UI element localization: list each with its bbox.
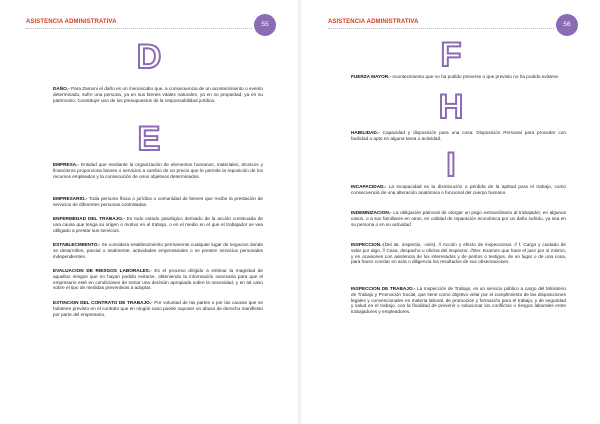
entry-definition: Se considera establecimiento permanente cualquier lugar de negocios donde se desarrollen, parcial o totalmente, actividades empresariales o se presten servicios personales independientes. (53, 242, 263, 259)
glossary-entry (53, 300, 263, 317)
entry-term: HABILIDAD.- (351, 130, 380, 135)
entry-definition: La Inspección de Trabajo, es un servicio público a cargo del Ministerio de Trabajo y Promoción Social, que tiene como objetivo velar por el cumplimiento de las disposiciones legales y convencionales en materia laboral, de promoción y formación para el trabajo, y de seguridad y salud en el trabajo, con la finalidad de prevenir o solucionar los conflictos o riesgos laborales entre trabajadores y empleadores. (351, 286, 566, 315)
glossary-entry (53, 242, 263, 259)
glossary-entry (351, 130, 566, 142)
section-letter-h: H (438, 88, 464, 126)
entry-term: INDEMNIZACION.- (351, 210, 392, 215)
entry-term: INSPECCION.- (351, 242, 384, 247)
entry-term: EMPRESARIO.- (53, 196, 88, 201)
entry-definition: Capacidad y disposición para una cosa. Disposición Personal para proceder con facilidad o apto en alguna tarea o actividad. (351, 130, 566, 141)
entry-definition: Es el proceso dirigido a estimar la magnitud de aquellos riesgos que no hayan podido evitarse, obteniendo la información necesaria para que el empresario esté en condiciones de tomar una decisión apropiada sobre la necesidad, y en tal caso sobre el tipo de medidas preventivas a adoptar. (53, 268, 264, 291)
entry-definition: Acontecimiento que no ha podido preverse o que previsto no ha podido evitarse. (391, 74, 560, 79)
entry-term: FUERZA MAYOR.- (351, 74, 392, 79)
glossary-entry (351, 184, 566, 196)
glossary-entry (351, 74, 566, 80)
entry-definition: Por voluntad de las partes o por las causas que se hubieren previsto en el contrato que en ningún caso puede suponer un abuso de derecho manifiesto por parte del empresario. (53, 300, 263, 317)
section-letter-e: E (137, 120, 161, 158)
section-letter-d: D (136, 38, 162, 76)
entry-definition: La incapacidad es la disminución o pérdida de la aptitud para el trabajo, como consecuencia de una alteración anatómica o funcional del cuerpo humano. (351, 184, 566, 195)
entry-term: ENFERMEDAD DEL TRABAJO.- (53, 216, 125, 221)
glossary-entry (351, 242, 566, 265)
glossary-entry (53, 196, 263, 208)
glossary-entry (53, 162, 263, 179)
page-number-badge: 55 (254, 14, 276, 36)
page-number-badge: 56 (556, 14, 578, 36)
glossary-entry (53, 86, 263, 103)
entry-term: DAÑO.- (53, 86, 70, 91)
entry-definition: Entidad que mediante la organización de elementos humanos, materiales, técnicos y financieros proporciona bienes o servicios a cambio de un precio que le permite la reposición de los recursos empleados y la consecución de unos objetivos determinados. (53, 162, 263, 179)
entry-term: ESTABLECIMIENTO.- (53, 242, 101, 247)
right-page (306, 0, 596, 424)
section-letter-f: F (440, 36, 462, 74)
section-letter-i: I (446, 146, 456, 184)
entry-definition: Es todo estado patológico derivado de la acción continuada de una causa que tenga su origen o motivo en el trabajo, o en el medio en el que el trabajador se vea obligado a prestar sus servicios. (53, 216, 263, 233)
entry-definition: (Del lat. inspectio, -onis). // Acción y efecto de inspeccionar. // f. Cargo y cuidado de velar por algo. // Casa, despacho u oficina del inspector. //Der. Examen que hace el juez por sí mismo, y en ocasiones con asistencia de los interesados y de peritos o testigos, de un lugar o de una cosa, para hacer constar en acta o diligencia los resultados de sus observaciones. (351, 242, 566, 265)
glossary-entry (53, 268, 263, 291)
entry-term: INCAPACIDAD.- (351, 184, 387, 189)
glossary-entry (351, 286, 566, 315)
page-header (26, 14, 276, 36)
entry-definition: Toda persona física o jurídica o comunidad de bienes que recibe la prestación de servicios de diferentes personas contratadas. (53, 196, 263, 207)
book-gutter (298, 0, 302, 424)
page-header (328, 14, 578, 36)
header-title: ASISTENCIA ADMINISTRATIVA (328, 19, 419, 25)
header-title: ASISTENCIA ADMINISTRATIVA (26, 19, 117, 25)
entry-term: INSPECCION DE TRABAJO.- (351, 286, 416, 291)
entry-term: EXTINCION DEL CONTRATO DE TRABAJO.- (53, 300, 153, 305)
glossary-entry (53, 216, 263, 233)
header-divider (328, 28, 554, 29)
glossary-entry (351, 210, 566, 227)
entry-definition: Para Zamoni el daño es un menoscabo que, a consecuencia de un acontecimiento o evento determinado, sufre una persona, ya en sus bienes vitales naturales, ya en su propiedad, ya en su patrimonio. Constituye uno de los presupuestos de la responsabilidad jurídica. (53, 86, 263, 103)
entry-term: EVALUACION DE RIESGOS LABORALES.- (53, 268, 152, 273)
entry-definition: La obligación patronal de otorgar un pago extraordinario al trabajador, en algunos casos, o a sus familiares en otros, en calidad de reparación económica por un daño sufrido, ya sea en su persona o en su actividad (351, 210, 566, 227)
left-page (4, 0, 294, 424)
header-divider (26, 28, 252, 29)
entry-term: EMPRESA.- (53, 162, 80, 167)
